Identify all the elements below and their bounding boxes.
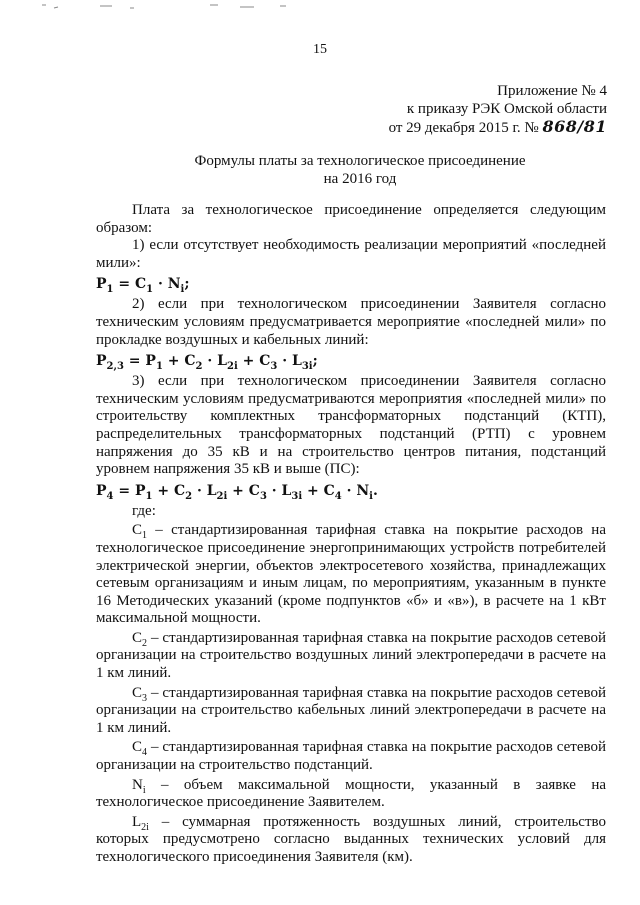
page-number: 15 — [313, 42, 327, 57]
appendix-title: Приложение № 4 — [497, 83, 607, 99]
formula-2: $P_{2,3} = P_1 + C_2 \cdot L_{2i} + C_3 \cdot L_{3i}$; — [96, 353, 318, 372]
document-title — [0, 152, 640, 188]
case-2-paragraph: 2) если при технологическом присоединении Заявителя согласно техническим условиям предусматривается мероприятие «последней мили» по прокладке воздушных и кабельных линий: — [96, 296, 606, 348]
definition-c3: $С_3$ – стандартизированная тарифная ставка на покрытие расходов сетевой организации на строительство кабельных линий электропередачи в расчете на 1 км линий. — [96, 684, 606, 736]
intro-paragraph: Плата за технологическое присоединение определяется следующим образом: — [96, 202, 606, 236]
formula-1: $P_1 = C_1 \cdot N_i$; — [96, 276, 190, 296]
case-1-paragraph: 1) если отсутствует необходимость реализации мероприятий «последней мили»: — [96, 237, 606, 271]
definition-l2: $L_{2i}$ – суммарная протяженность воздушных линий, строительство которых предусмотрено согласно выданных технических условий для технологического присоединения Заявителя (км). — [96, 813, 606, 865]
title-line-2: на 2016 год — [323, 171, 397, 187]
definition-n: $N_i$ – объем максимальной мощности, указанный в заявке на технологическое присоединение Заявителем. — [96, 776, 606, 811]
scan-artifact — [40, 2, 300, 12]
document-body — [96, 202, 606, 867]
appendix-date: от 29 декабря 2015 г. № — [388, 120, 539, 136]
handwritten-order-number: 868/81 — [542, 117, 607, 136]
title-line-1: Формулы платы за технологическое присоединение — [194, 153, 526, 169]
definition-c4: $С_4$ – стандартизированная тарифная ставка на покрытие расходов сетевой организации на строительство подстанций. — [96, 739, 606, 774]
where-label: где: — [132, 502, 156, 519]
definition-c1: $С_1$ – стандартизированная тарифная ставка на покрытие расходов на технологическое присоединение энергопринимающих устройств потребителей электрической энергии, объектов электросетевого хозяйства, принадлежащих сетевым организациям и иным лицам, по мероприятиям, указанным в пункте 16 Методических указаний (кроме подпунктов «б» и «в»), в расчете на 1 кВт максимальной мощности. — [96, 522, 606, 627]
appendix-order-ref: к приказу РЭК Омской области — [406, 101, 607, 117]
case-3-paragraph: 3) если при технологическом присоединении Заявителя согласно техническим условиям предусматриваются мероприятия «последней мили» по строительству комплектных трансформаторных подстанций (КТП), распределительных трансформаторных подстанций (РТП) с уровнем напряжения до 35 кВ и на строительство центров питания, подстанций уровнем напряжения 35 кВ и выше (ПС): — [96, 373, 606, 478]
formula-3: $P_4 = P_1 + C_2 \cdot L_{2i} + C_3 \cdot L_{3i} + C_4 \cdot N_i$. — [96, 482, 378, 502]
appendix-header — [389, 82, 607, 137]
appendix-date-line — [389, 118, 607, 137]
definition-c2: $С_2$ – стандартизированная тарифная ставка на покрытие расходов сетевой организации на строительство воздушных линий электропередачи в расчете на 1 км линий. — [96, 629, 606, 682]
